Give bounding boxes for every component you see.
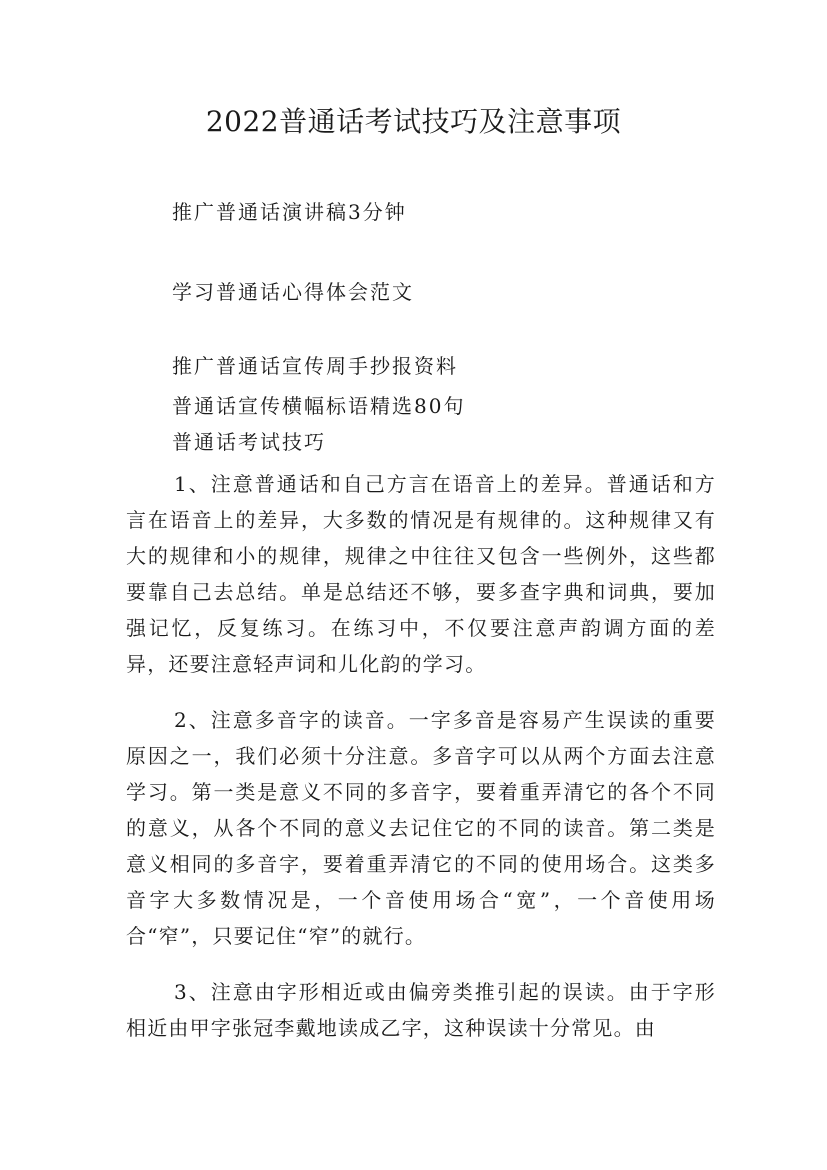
related-link-speech[interactable]: 推广普通话演讲稿3分钟 — [172, 200, 407, 224]
paragraph-2-block — [126, 702, 716, 954]
related-link-poster[interactable]: 推广普通话宣传周手抄报资料 — [172, 354, 458, 378]
paragraph-1-block — [126, 466, 716, 682]
paragraph-2: 2、注意多音字的读音。一字多音是容易产生误读的重要原因之一，我们必须十分注意。多音字可以从两个方面去注意学习。第一类是意义不同的多音字，要着重弄清它的各个不同的意义，从各个不同的意义去记住它的不同的读音。第二类是意义相同的多音字，要着重弄清它的不同的使用场合。这类多音字大多数情况是，一个音使用场合“宽”，一个音使用场合“窄”，只要记住“窄”的就行。 — [126, 708, 716, 948]
related-link-slogans[interactable]: 普通话宣传横幅标语精选80句 — [172, 394, 466, 418]
section-heading: 普通话考试技巧 — [172, 430, 326, 454]
paragraph-1: 1、注意普通话和自己方言在语音上的差异。普通话和方言在语音上的差异，大多数的情况是有规律的。这种规律又有大的规律和小的规律，规律之中往往又包含一些例外，这些都要靠自己去总结。单是总结还不够，要多查字典和词典，要加强记忆，反复练习。在练习中，不仅要注意声韵调方面的差异，还要注意轻声词和儿化韵的学习。 — [126, 472, 716, 676]
document-title: 2022普通话考试技巧及注意事项 — [205, 105, 622, 138]
paragraph-3-block — [126, 974, 716, 1046]
paragraph-3: 3、注意由字形相近或由偏旁类推引起的误读。由于字形相近由甲字张冠李戴地读成乙字，这种误读十分常见。由 — [126, 980, 716, 1040]
related-link-experience[interactable]: 学习普通话心得体会范文 — [172, 280, 414, 304]
